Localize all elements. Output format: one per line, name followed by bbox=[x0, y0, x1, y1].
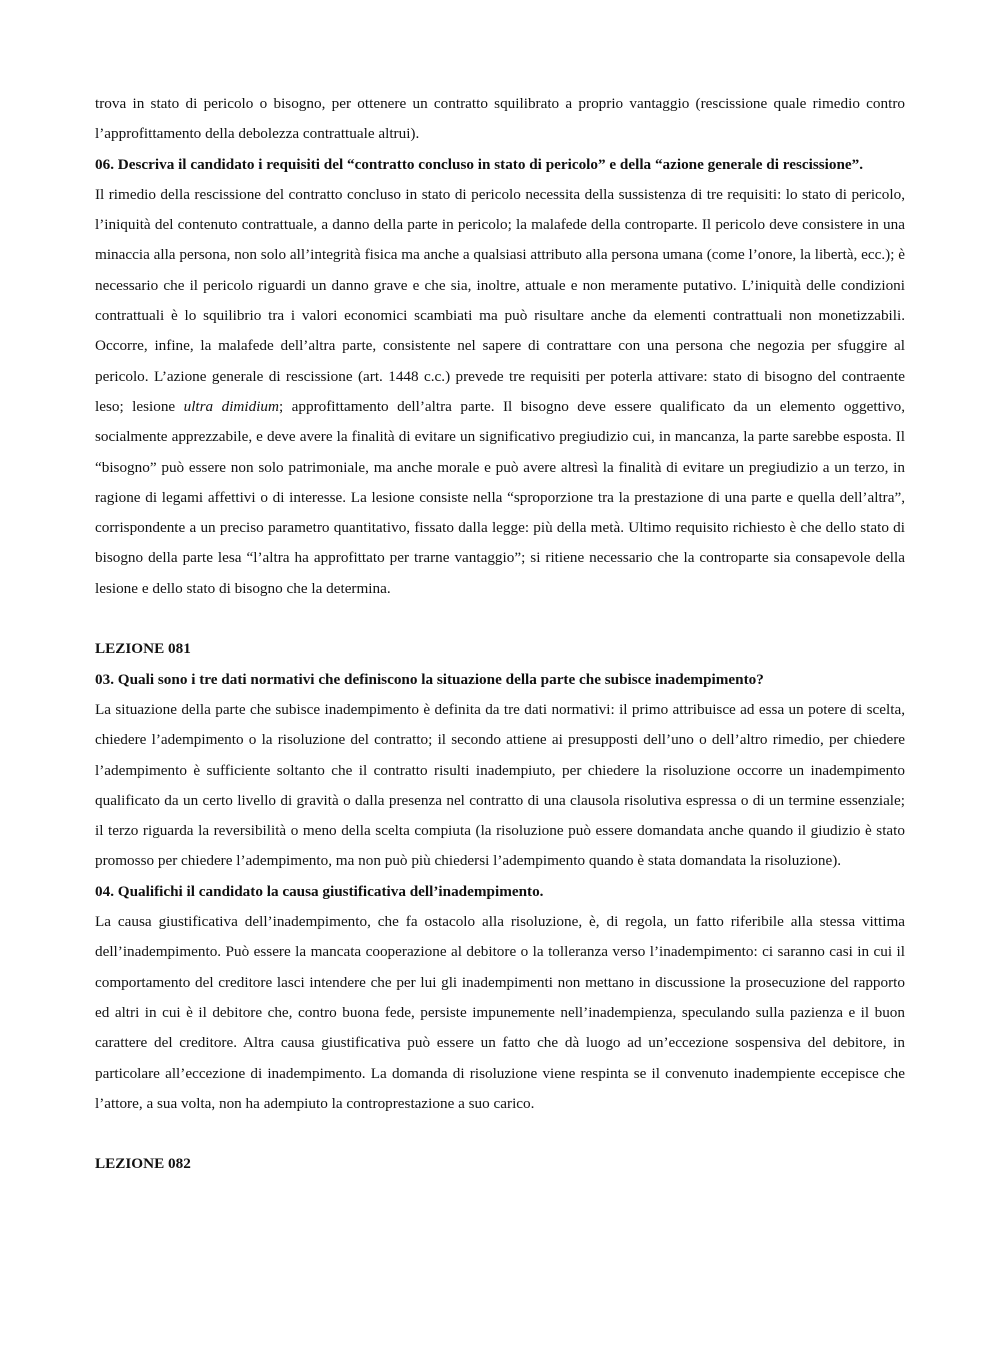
question-06: 06. Descriva il candidato i requisiti del “contratto concluso in stato di pericolo” e della “azione generale di rescissione”. bbox=[95, 155, 864, 173]
answer-06-text-1: Il rimedio della rescissione del contratto concluso in stato di pericolo necessita della sussistenza di tre requisiti: lo stato di pericolo, l’iniquità del contenuto contrattuale, a danno della parte in pericolo; la malafede della controparte. Il pericolo deve consistere in una minaccia alla persona, non solo all’integrità fisica ma anche a qualsiasi attributo alla persona umana (come l’onore, la libertà, ecc.); è necessario che il pericolo riguardi un danno grave e che sia, inoltre, attuale e non meramente putativo. L’iniquità delle condizioni contrattuali è lo squilibrio tra i valori economici scambiati ma può risultare anche da elementi contrattuali non monetizzabili. Occorre, infine, la malafede dell’altra parte, consistente nel sapere di contrattare con una persona che negozia per sfuggire al pericolo. L’azione generale di rescissione (art. 1448 c.c.) prevede tre requisiti per poterla attivare: stato di bisogno del contraente leso; lesione bbox=[95, 185, 905, 415]
question-03: 03. Quali sono i tre dati normativi che definiscono la situazione della parte che subisce inadempimento? bbox=[95, 670, 764, 688]
paragraph-intro: trova in stato di pericolo o bisogno, per ottenere un contratto squilibrato a proprio vantaggio (rescissione quale rimedio contro l’approfittamento della debolezza contrattuale altrui). bbox=[95, 95, 905, 143]
lesson-heading-081: LEZIONE 081 bbox=[95, 640, 191, 658]
answer-06-italic: ultra dimidium bbox=[183, 397, 279, 415]
document-page bbox=[95, 89, 905, 1180]
lesson-heading-082: LEZIONE 082 bbox=[95, 1155, 191, 1173]
answer-04: La causa giustificativa dell’inadempimento, che fa ostacolo alla risoluzione, è, di regola, un fatto riferibile alla stessa vittima dell’inadempimento. Può essere la mancata cooperazione al debitore o la tolleranza verso l’inadempimento: ci saranno casi in cui il comportamento del creditore lasci intendere che per lui gli inadempimenti non mettano in discussione la prosecuzione del rapporto ed altri in cui è il debitore che, contro buona fede, persiste impunemente nell’inadempienza, speculando sulla pazienza e il buon carattere del creditore. Altra causa giustificativa può essere un fatto che dà luogo ad un’eccezione sospensiva del debitore, in particolare all’eccezione di inadempimento. La domanda di risoluzione viene respinta se il convenuto inadempiente eccepisce che l’attore, a sua volta, non ha adempiuto la controprestazione a suo carico. bbox=[95, 913, 905, 1112]
answer-06-text-2: ; approfittamento dell’altra parte. Il bisogno deve essere qualificato da un elemento oggettivo, socialmente apprezzabile, e deve avere la finalità di evitare un significativo pregiudizio cui, in mancanza, la parte sarebbe esposta. Il “bisogno” può essere non solo patrimoniale, ma anche morale e può avere altresì la finalità di evitare un pregiudizio a un terzo, in ragione di legami affettivi o di interesse. La lesione consiste nella “sproporzione tra la prestazione di una parte e quella dell’altra”, corrispondente a un preciso parametro quantitativo, fissato dalla legge: più della metà. Ultimo requisito richiesto è che dello stato di bisogno della parte lesa “l’altra ha approfittato per trarne vantaggio”; si ritiene necessario che la controparte sia consapevole della lesione e dello stato di bisogno che la determina. bbox=[95, 397, 905, 597]
spacer bbox=[95, 1119, 905, 1149]
answer-03: La situazione della parte che subisce inadempimento è definita da tre dati normativi: il primo attribuisce ad essa un potere di scelta, chiedere l’adempimento o la risoluzione del contratto; il secondo attiene ai presupposti dell’uno o dell’altro rimedio, per chiedere l’adempimento è sufficiente soltanto che il contratto risulti inadempiuto, per chiedere la risoluzione occorre un inadempimento qualificato da un certo livello di gravità o dalla presenza nel contratto di una clausola risolutiva espressa o di un termine essenziale; il terzo riguarda la reversibilità o meno della scelta compiuta (la risoluzione può essere domandata anche quando il giudizio è stato promosso per chiedere l’adempimento, ma non può più chiedersi l’adempimento quando è stata domandata la risoluzione). bbox=[95, 700, 905, 870]
question-04: 04. Qualifichi il candidato la causa giustificativa dell’inadempimento. bbox=[95, 882, 544, 900]
answer-06 bbox=[95, 180, 905, 604]
spacer bbox=[95, 604, 905, 634]
